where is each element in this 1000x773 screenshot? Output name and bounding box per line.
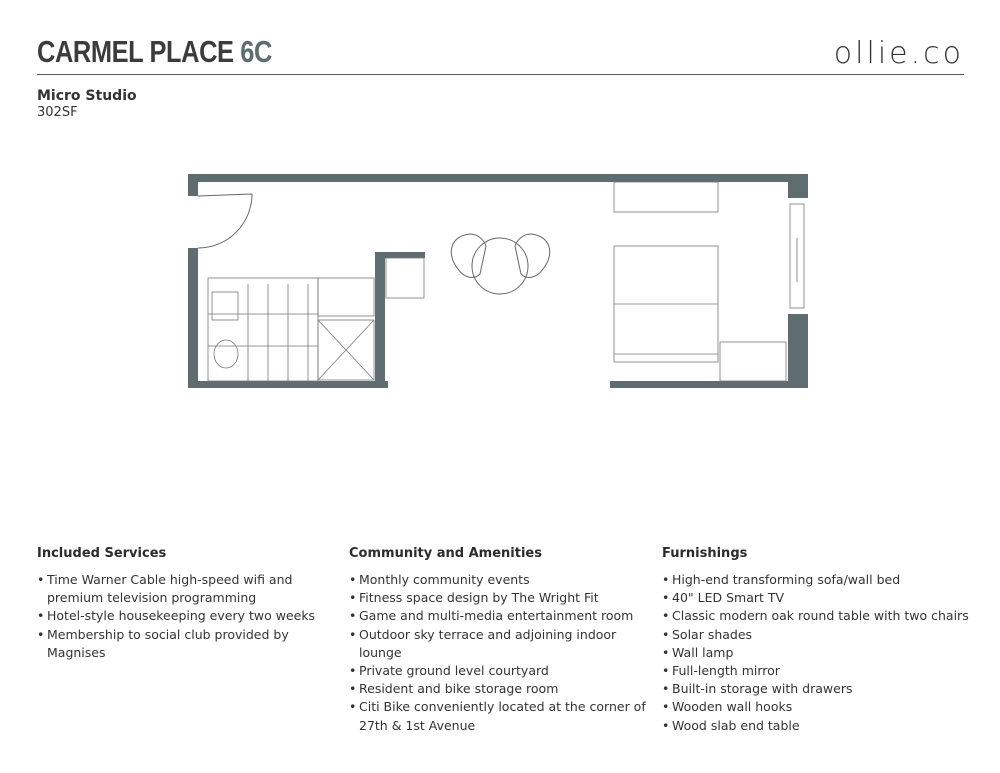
chair-right [515, 234, 550, 277]
list-item: • Solar shades [662, 626, 972, 644]
list-item: • 40" LED Smart TV [662, 589, 972, 607]
desk-unit [386, 258, 424, 298]
floor-plan [188, 174, 810, 390]
dining-set [451, 234, 550, 294]
closet [318, 278, 374, 316]
page-title [37, 34, 272, 70]
column-heading: Community and Amenities [349, 546, 542, 561]
sink [212, 292, 238, 320]
list-item: • Private ground level courtyard [349, 662, 659, 680]
partition-cap [375, 252, 425, 258]
left-wall-upper [188, 174, 198, 196]
toilet [214, 340, 238, 368]
list-item: • Wood slab end table [662, 717, 972, 735]
brand-logo: ollie.co [833, 36, 964, 71]
list-item: • Monthly community events [349, 571, 659, 589]
list-item: • Hotel-style housekeeping every two weeks [37, 607, 347, 625]
furnishings-list [662, 571, 972, 735]
unit-size: 302SF [37, 105, 78, 120]
list-item: • Built-in storage with drawers [662, 680, 972, 698]
page-header [37, 34, 964, 75]
walls [188, 174, 808, 388]
furnishings-column [662, 546, 972, 735]
column-heading: Furnishings [662, 546, 748, 561]
door-leaf [198, 194, 252, 196]
bathroom [208, 278, 374, 381]
amenities-list [349, 571, 659, 735]
end-table [720, 342, 786, 381]
list-item: • Full-length mirror [662, 662, 972, 680]
right-wall-lower [788, 314, 808, 388]
partition-wall [375, 252, 385, 388]
door-swing [198, 194, 252, 248]
list-item: • Outdoor sky terrace and adjoining indoor lounge [349, 626, 659, 662]
right-wall-upper [788, 174, 808, 198]
bottom-wall-left [188, 381, 388, 388]
list-item: • Fitness space design by The Wright Fit [349, 589, 659, 607]
chair-left [451, 234, 486, 277]
building-name: CARMEL PLACE [37, 34, 234, 69]
list-item: • Wooden wall hooks [662, 698, 972, 716]
community-amenities-column [349, 546, 659, 735]
door [198, 194, 252, 248]
list-item: • Time Warner Cable high-speed wifi and premium television programming [37, 571, 347, 607]
services-list [37, 571, 347, 662]
tv-console [614, 182, 718, 212]
list-item: • Classic modern oak round table with two chairs [662, 607, 972, 625]
bathroom-outline [208, 278, 318, 381]
unit-type: Micro Studio [37, 88, 137, 104]
list-item: • Game and multi-media entertainment room [349, 607, 659, 625]
list-item: • Resident and bike storage room [349, 680, 659, 698]
top-wall [188, 174, 808, 182]
unit-number: 6C [240, 34, 272, 69]
list-item: • Wall lamp [662, 644, 972, 662]
list-item: • High-end transforming sofa/wall bed [662, 571, 972, 589]
desk [386, 258, 424, 298]
bottom-wall-right [610, 381, 802, 388]
list-item: • Citi Bike conveniently located at the corner of 27th & 1st Avenue [349, 698, 659, 734]
column-heading: Included Services [37, 546, 167, 561]
list-item: • Membership to social club provided by Magnises [37, 626, 347, 662]
included-services-column [37, 546, 347, 662]
bed-area [614, 182, 804, 381]
left-wall-lower [188, 248, 198, 388]
